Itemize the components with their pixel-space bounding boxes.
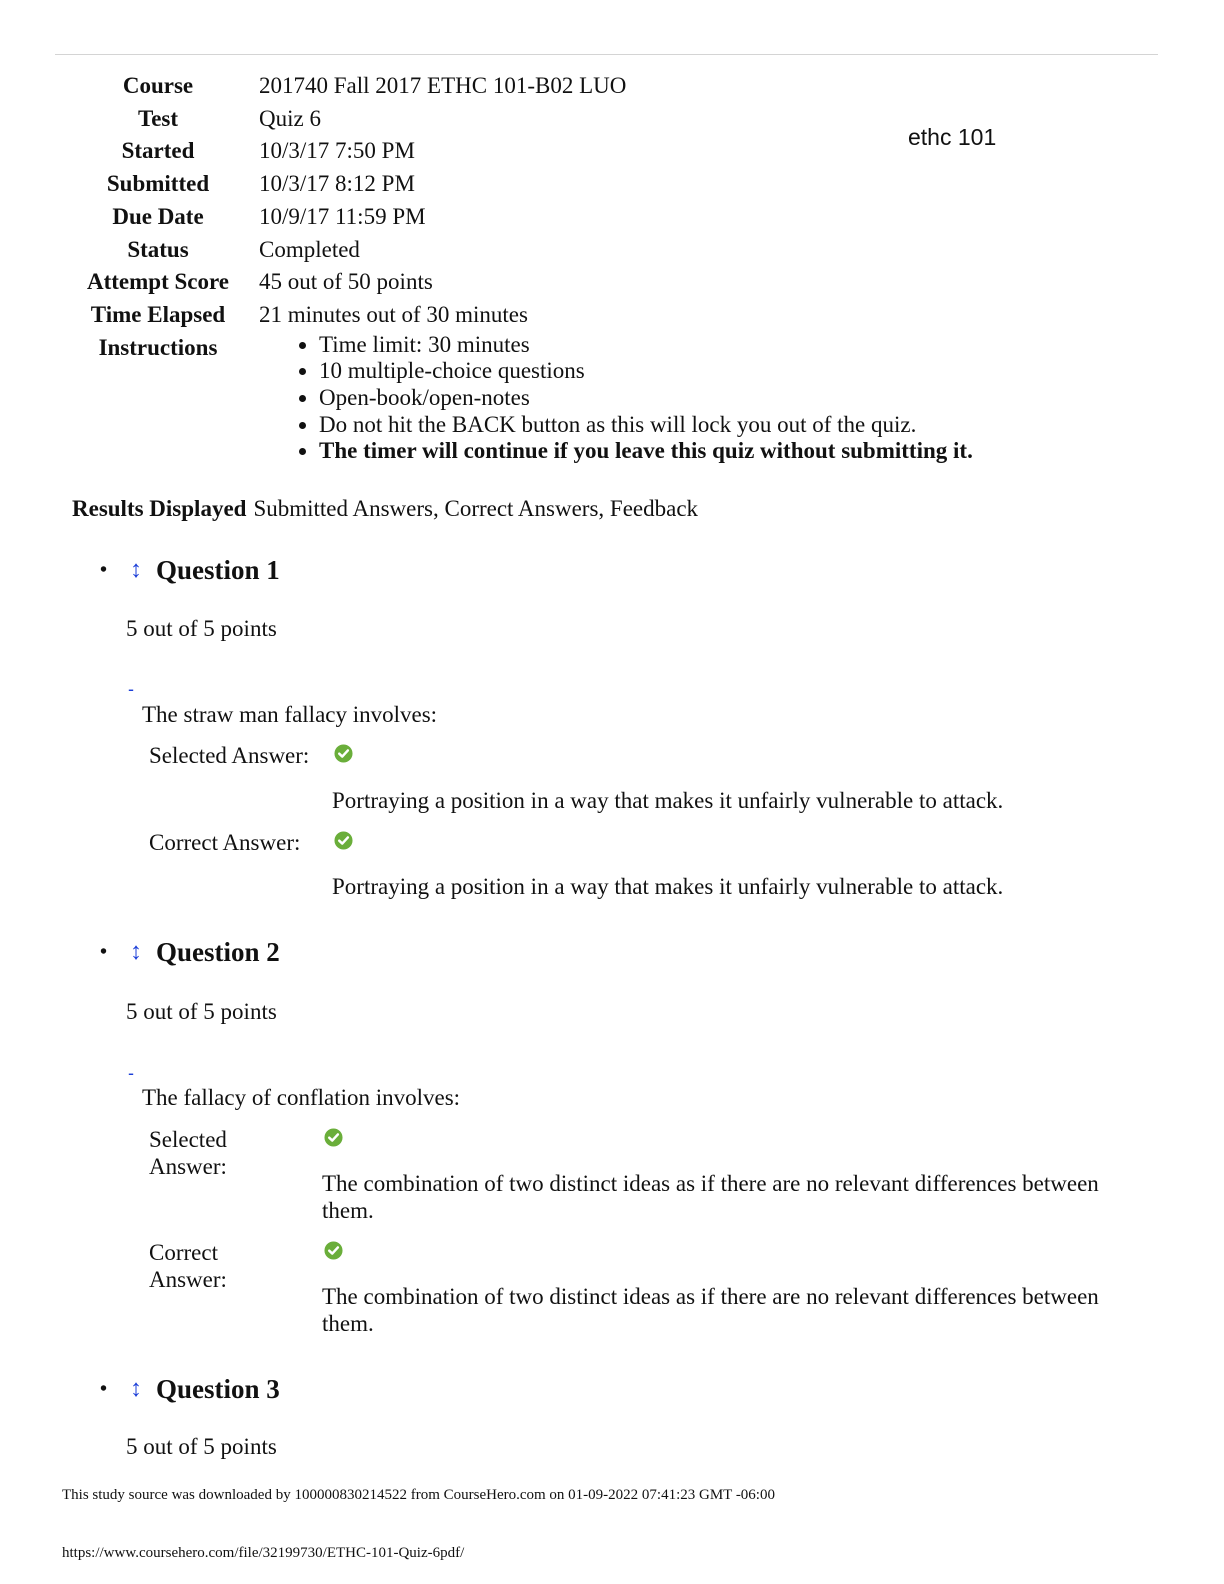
label-line: Correct bbox=[149, 1240, 218, 1265]
expand-toggle[interactable]: - bbox=[128, 1063, 134, 1083]
info-row bbox=[60, 299, 973, 332]
question-points: 5 out of 5 points bbox=[126, 616, 277, 641]
info-value-time-elapsed: 21 minutes out of 30 minutes bbox=[259, 301, 528, 327]
correct-answer-text bbox=[322, 1283, 1099, 1337]
info-label-started: Started bbox=[121, 138, 195, 164]
info-value-test: Quiz 6 bbox=[259, 105, 321, 131]
label-line: Answer: bbox=[149, 1267, 227, 1292]
correct-answer-text: Portraying a position in a way that makes it unfairly vulnerable to attack. bbox=[332, 874, 1004, 899]
source-url[interactable]: https://www.coursehero.com/file/32199730/ETHC-101-Quiz-6pdf/ bbox=[62, 1545, 465, 1561]
side-note: ethc 101 bbox=[908, 124, 997, 150]
bullet-icon: • bbox=[100, 941, 108, 963]
info-value-instructions bbox=[259, 332, 973, 466]
info-row bbox=[60, 168, 973, 201]
results-label: Results Displayed bbox=[72, 496, 247, 521]
top-divider bbox=[55, 54, 1158, 55]
instruction-item: • Open-book/open-notes bbox=[319, 385, 973, 412]
check-circle-icon bbox=[324, 1241, 343, 1260]
question-points: 5 out of 5 points bbox=[126, 999, 277, 1024]
label-line: Answer: bbox=[149, 1154, 227, 1179]
instructions-list bbox=[259, 332, 973, 466]
move-updown-icon[interactable]: ↕ bbox=[130, 1376, 142, 1402]
question-points: 5 out of 5 points bbox=[126, 1434, 277, 1459]
bullet-icon: • bbox=[100, 1378, 108, 1400]
answer-line: them. bbox=[322, 1311, 374, 1336]
quiz-info-table bbox=[60, 70, 973, 465]
check-circle-icon bbox=[334, 831, 353, 850]
selected-answer-text bbox=[322, 1170, 1099, 1224]
info-label-due-date: Due Date bbox=[112, 203, 204, 229]
info-row bbox=[60, 234, 973, 267]
info-label-submitted: Submitted bbox=[106, 171, 210, 197]
bullet-icon: • bbox=[100, 559, 108, 581]
answer-line: The combination of two distinct ideas as if there are no relevant differences between bbox=[322, 1171, 1099, 1196]
question-title: Question 1 bbox=[156, 555, 280, 585]
info-value-course: 201740 Fall 2017 ETHC 101-B02 LUO bbox=[259, 73, 627, 98]
info-value-submitted: 10/3/17 8:12 PM bbox=[259, 171, 415, 197]
info-label-time-elapsed: Time Elapsed bbox=[90, 301, 226, 327]
expand-toggle[interactable]: - bbox=[128, 679, 134, 699]
selected-answer-label bbox=[149, 1126, 227, 1180]
info-row bbox=[60, 135, 973, 168]
info-label-instructions: Instructions bbox=[98, 334, 218, 360]
check-circle-icon bbox=[324, 1128, 343, 1147]
results-value: Submitted Answers, Correct Answers, Feedback bbox=[253, 496, 699, 521]
instruction-item: • 10 multiple-choice questions bbox=[319, 358, 973, 385]
correct-answer-label: Correct Answer: bbox=[149, 830, 301, 855]
info-row bbox=[60, 201, 973, 234]
info-row bbox=[60, 70, 973, 103]
question-text: The straw man fallacy involves: bbox=[142, 702, 438, 727]
question-3-header bbox=[100, 1374, 280, 1405]
info-row bbox=[60, 266, 973, 299]
question-title: Question 2 bbox=[156, 937, 280, 967]
instruction-item: • The timer will continue if you leave this quiz without submitting it. bbox=[319, 438, 973, 465]
info-row bbox=[60, 332, 973, 466]
question-title: Question 3 bbox=[156, 1374, 280, 1404]
question-text: The fallacy of conflation involves: bbox=[142, 1085, 461, 1110]
results-displayed bbox=[72, 496, 698, 522]
label-line: Selected bbox=[149, 1127, 227, 1152]
answer-line: The combination of two distinct ideas as if there are no relevant differences between bbox=[322, 1284, 1099, 1309]
info-label-attempt-score: Attempt Score bbox=[87, 269, 229, 295]
question-1-header bbox=[100, 555, 280, 586]
question-2-header bbox=[100, 937, 280, 968]
info-label-course: Course bbox=[122, 73, 194, 98]
info-label-test: Test bbox=[137, 105, 179, 131]
move-updown-icon[interactable]: ↕ bbox=[130, 557, 142, 583]
selected-answer-label: Selected Answer: bbox=[149, 743, 310, 768]
info-value-status: Completed bbox=[259, 236, 360, 262]
info-row bbox=[60, 103, 973, 136]
info-value-due-date: 10/9/17 11:59 PM bbox=[259, 203, 426, 229]
info-value-started: 10/3/17 7:50 PM bbox=[259, 138, 415, 164]
answer-line: them. bbox=[322, 1198, 374, 1223]
info-label-status: Status bbox=[127, 236, 189, 262]
instruction-item: • Time limit: 30 minutes bbox=[319, 332, 973, 359]
info-value-attempt-score: 45 out of 50 points bbox=[259, 269, 433, 295]
selected-answer-text: Portraying a position in a way that makes it unfairly vulnerable to attack. bbox=[332, 788, 1004, 813]
move-updown-icon[interactable]: ↕ bbox=[130, 939, 142, 965]
instruction-item: • Do not hit the BACK button as this will lock you out of the quiz. bbox=[319, 412, 973, 439]
download-notice: This study source was downloaded by 100000830214522 from CourseHero.com on 01-09-2022 07:41:23 GMT -06:00 bbox=[62, 1487, 775, 1503]
correct-answer-label bbox=[149, 1239, 227, 1293]
check-circle-icon bbox=[334, 744, 353, 763]
